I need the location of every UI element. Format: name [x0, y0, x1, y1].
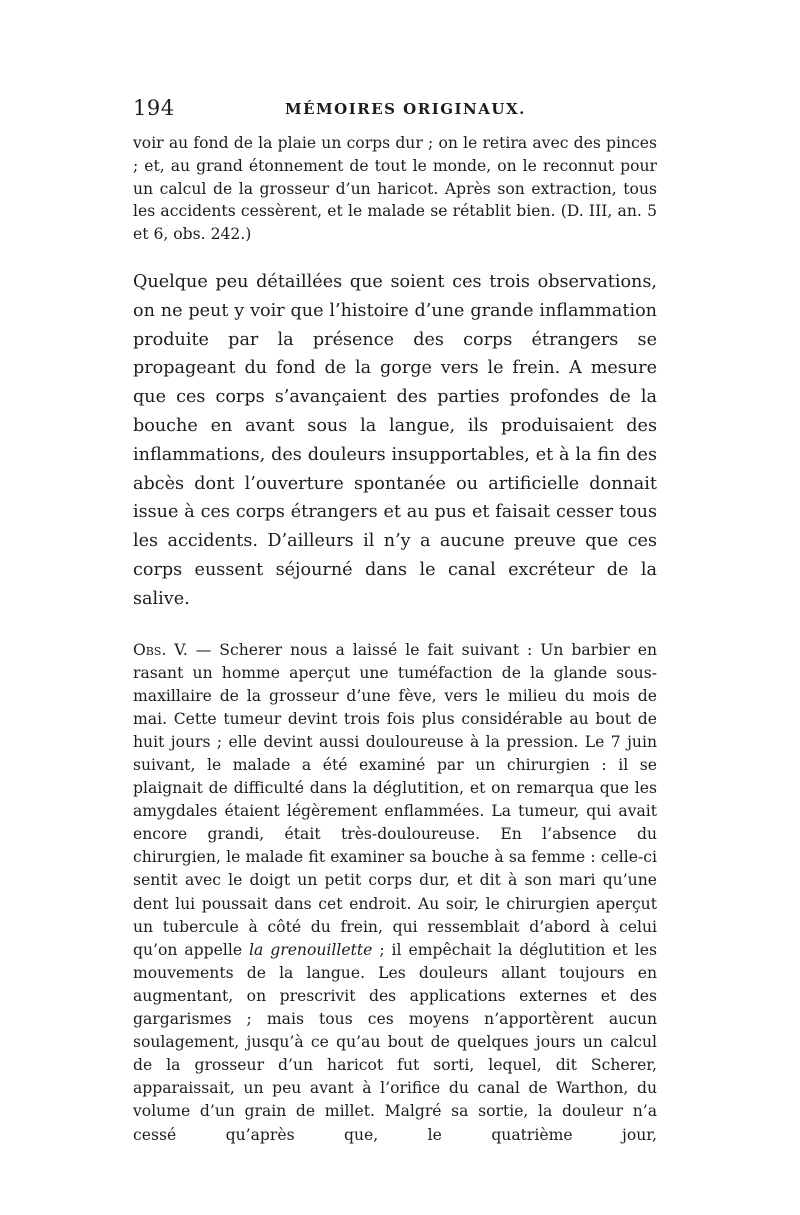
- discussion-paragraph: Quelque peu détaillées que soient ces trois observations, on ne peut y voir que l’histoire d’une grande inflammation produite par la présence des corps étrangers se propageant du fond de la gorge vers le frein. A mesure que ces corps s’avançaient des parties profondes de la bouche en avant sous la langue, ils produisaient des inflammations, des douleurs insupportables, et à la fin des abcès dont l’ouverture spontanée ou artificielle donnait issue à ces corps étrangers et au pus et faisait cesser tous les accidents. D’ailleurs il n’y a aucune preuve que ces corps eussent séjourné dans le canal excréteur de la salive.: [133, 271, 657, 609]
- observation-text-part2: ; il empêchait la déglutition et les mouvements de la langue. Les douleurs allant toujours en augmentant, on prescrivit des applications externes et des gargarismes ; mais tous ces moyens n’apportèrent aucun soulagement, jusqu’à ce qu’au bout de quelques jours un calcul de la grosseur d’un haricot fut sorti, lequel, dit Scherer, apparaissait, un peu avant à l’orifice du canal de Warthon, du volume d’un grain de millet. Malgré sa sortie, la douleur n’a cessé qu’après que, le quatrième jour,: [133, 940, 658, 1144]
- observation-text-part1: — Scherer nous a laissé le fait suivant : Un barbier en rasant un homme aperçut une tuméfaction de la glande sous-maxillaire de la grosseur d’une fève, vers le milieu du mois de mai. Cette tumeur devint trois fois plus considérable au bout de huit jours ; elle devint aussi douloureuse à la pression. Le 7 juin suivant, le malade a été examiné par un chirurgien : il se plaignait de difficulté dans la déglutition, et on remarqua que les amygdales étaient légèrement enflammées. La tumeur, qui avait encore grandi, était très-douloureuse. En l’absence du chirurgien, le malade fit examiner sa bouche à sa femme : celle-ci sentit avec le doigt un petit corps dur, et dit à son mari qu’une dent lui poussait dans cet endroit. Au soir, le chirurgien aperçut un tubercule à côté du frein, qui ressemblait d’abord à celui qu’on appelle: [133, 640, 657, 959]
- book-page: [133, 92, 657, 1147]
- observation-italic-term: la grenouillette: [249, 940, 373, 959]
- page-number: 194: [133, 96, 175, 120]
- running-head: MÉMOIRES ORIGINAUX.: [285, 100, 526, 118]
- observation-label: Obs. V.: [133, 640, 188, 659]
- observation-paragraph: [133, 639, 657, 1147]
- page-header: [133, 92, 657, 128]
- continued-paragraph: voir au fond de la plaie un corps dur ; on le retira avec des pinces ; et, au grand étonnement de tout le monde, on le reconnut pour un calcul de la grosseur d’un haricot. Après son extraction, tous les accidents cessèrent, et le malade se rétablit bien. (D. III, an. 5 et 6, obs. 242.): [133, 134, 657, 244]
